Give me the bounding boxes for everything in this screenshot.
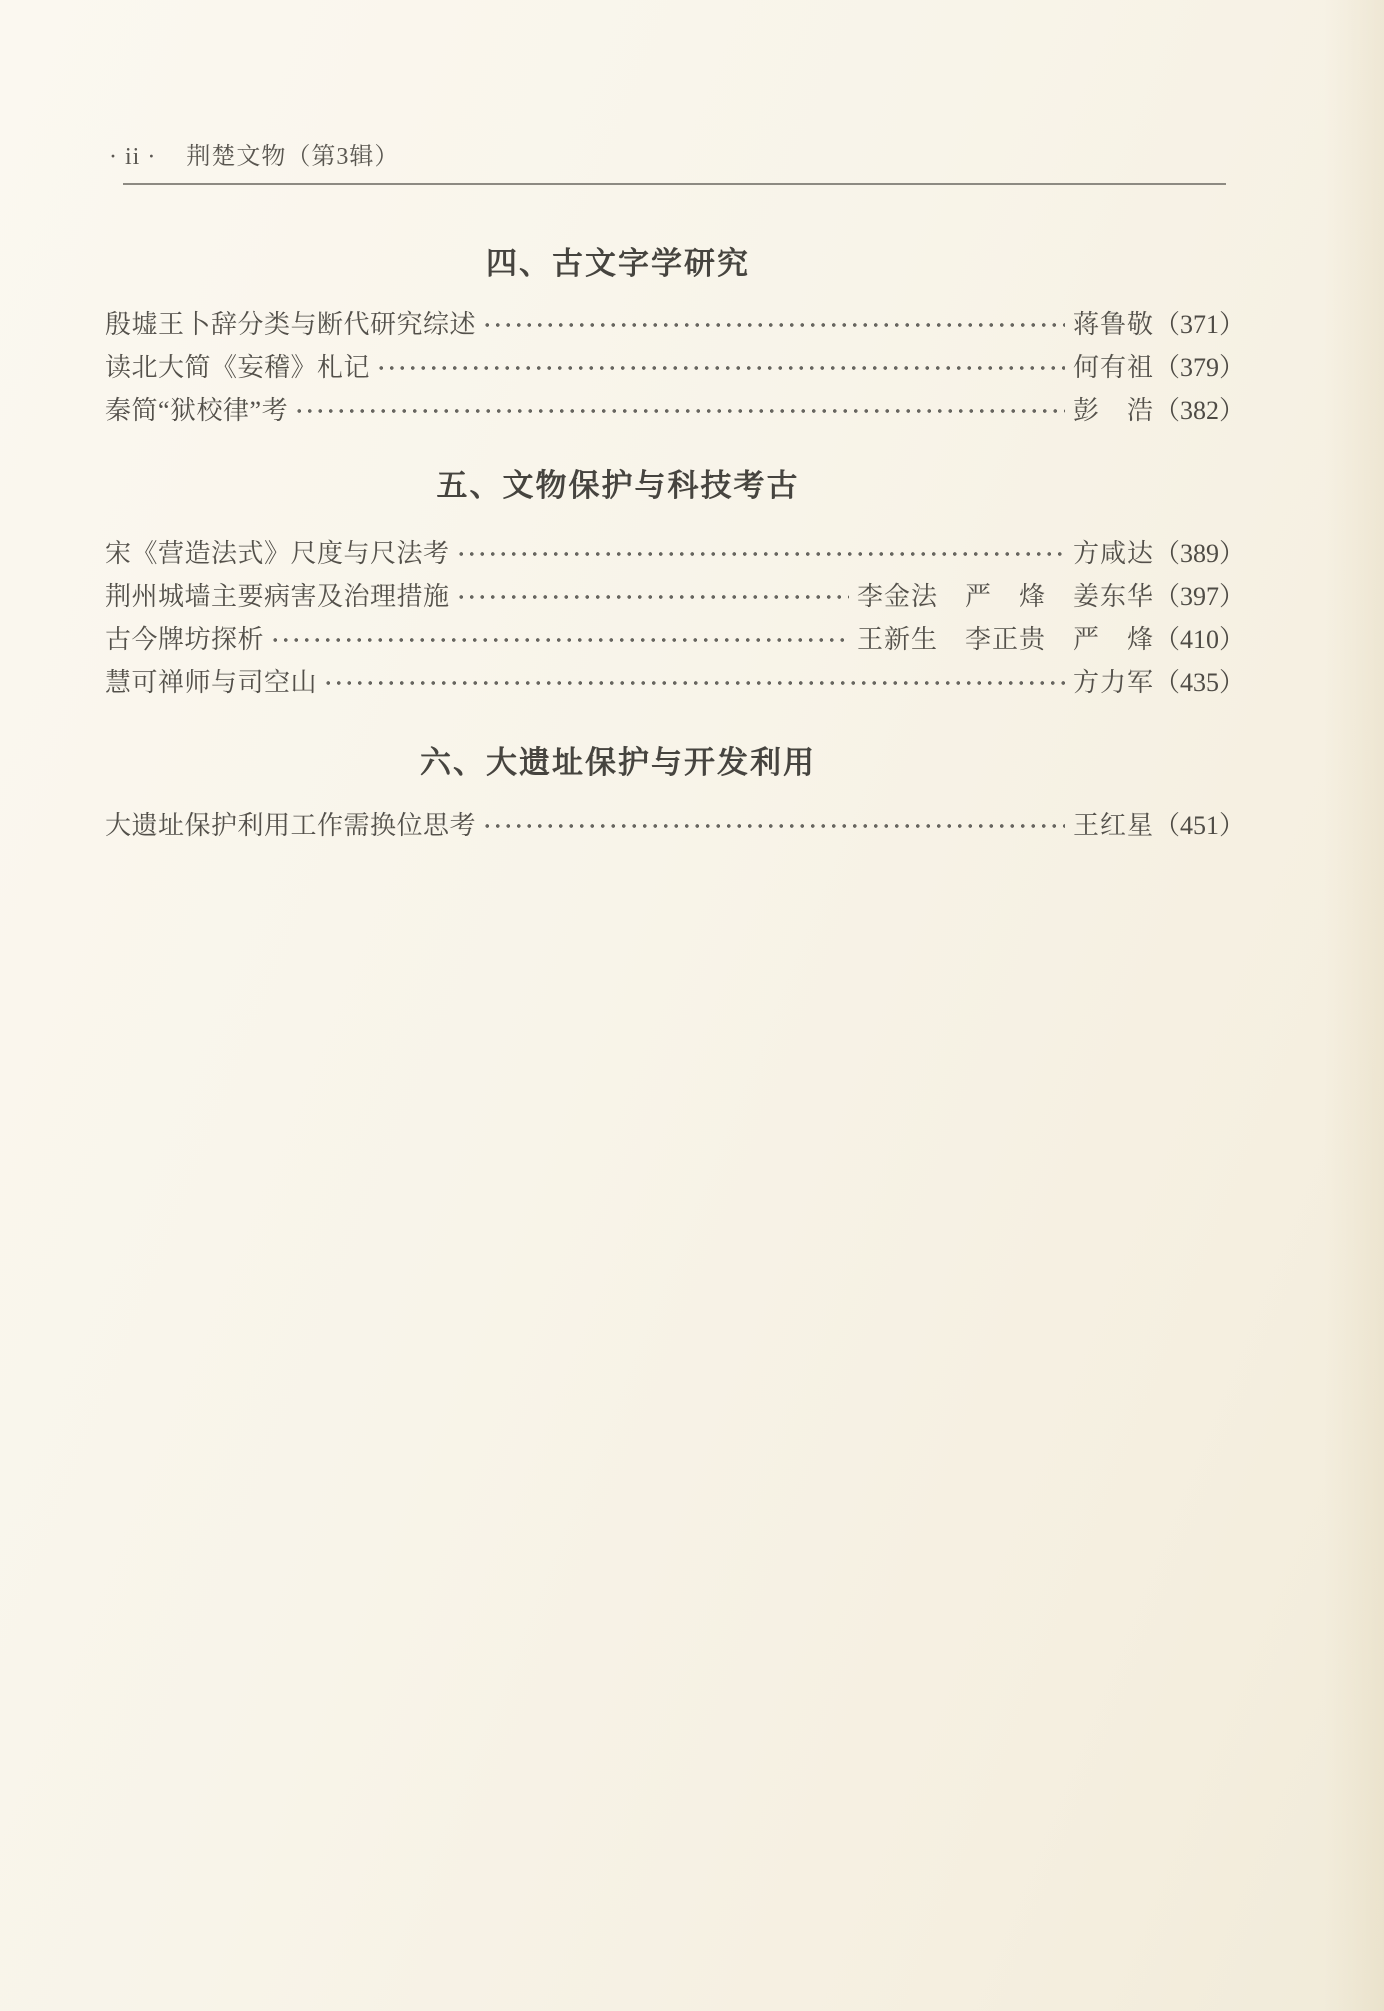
entry-page-number: （389）: [1153, 539, 1245, 568]
entry-authors: 方咸达: [1072, 539, 1154, 568]
entry-title: 慧可禅师与司空山: [105, 668, 318, 697]
dot-leader: [294, 406, 1065, 416]
dot-leader: [482, 320, 1065, 330]
book-title: 荆楚文物（第3辑）: [186, 144, 400, 170]
toc-entry: [105, 352, 1245, 384]
page-folio: · ii ·: [109, 144, 157, 170]
entry-page-number: （410）: [1153, 625, 1245, 654]
dot-leader: [456, 592, 849, 602]
entry-authors: 蒋鲁敬: [1072, 310, 1154, 339]
entry-title: 荆州城墙主要病害及治理措施: [105, 582, 450, 611]
toc-entry: [105, 810, 1245, 842]
section-heading-5: 五、文物保护与科技考古: [436, 468, 800, 503]
entry-authors: 何有祖: [1072, 353, 1154, 382]
section-heading-4: 四、古文字学研究: [486, 246, 750, 281]
dot-leader: [270, 635, 849, 645]
content-column: [105, 0, 1245, 2011]
toc-entry: [105, 395, 1245, 427]
dot-leader: [376, 363, 1065, 373]
toc-entry: [105, 581, 1245, 613]
running-header: [109, 136, 399, 171]
dot-leader: [323, 678, 1065, 688]
entry-page-number: （379）: [1153, 353, 1245, 382]
entry-page-number: （371）: [1153, 310, 1245, 339]
entry-authors: 王新生 李正贵 严 烽: [856, 625, 1154, 654]
entry-page-number: （382）: [1153, 396, 1245, 425]
entry-title: 殷墟王卜辞分类与断代研究综述: [105, 310, 477, 339]
dot-leader: [456, 549, 1065, 559]
entry-authors: 方力军: [1072, 668, 1154, 697]
header-rule: [123, 183, 1226, 185]
toc-entry: [105, 667, 1245, 699]
entry-page-number: （435）: [1153, 668, 1245, 697]
entry-page-number: （451）: [1153, 811, 1245, 840]
entry-title: 大遗址保护利用工作需换位思考: [105, 811, 477, 840]
toc-entry: [105, 309, 1245, 341]
entry-authors: 彭 浩: [1072, 396, 1154, 425]
entry-title: 秦简“狱校律”考: [105, 396, 289, 425]
toc-entry: [105, 538, 1245, 570]
entry-title: 宋《营造法式》尺度与尺法考: [105, 539, 450, 568]
entry-title: 读北大简《妄稽》札记: [105, 353, 371, 382]
entry-authors: 李金法 严 烽 姜东华: [856, 582, 1154, 611]
toc-entry: [105, 624, 1245, 656]
dot-leader: [482, 821, 1065, 831]
entry-page-number: （397）: [1153, 582, 1245, 611]
section-heading-6: 六、大遗址保护与开发利用: [420, 745, 816, 780]
entry-title: 古今牌坊探析: [105, 625, 265, 654]
entry-authors: 王红星: [1072, 811, 1154, 840]
